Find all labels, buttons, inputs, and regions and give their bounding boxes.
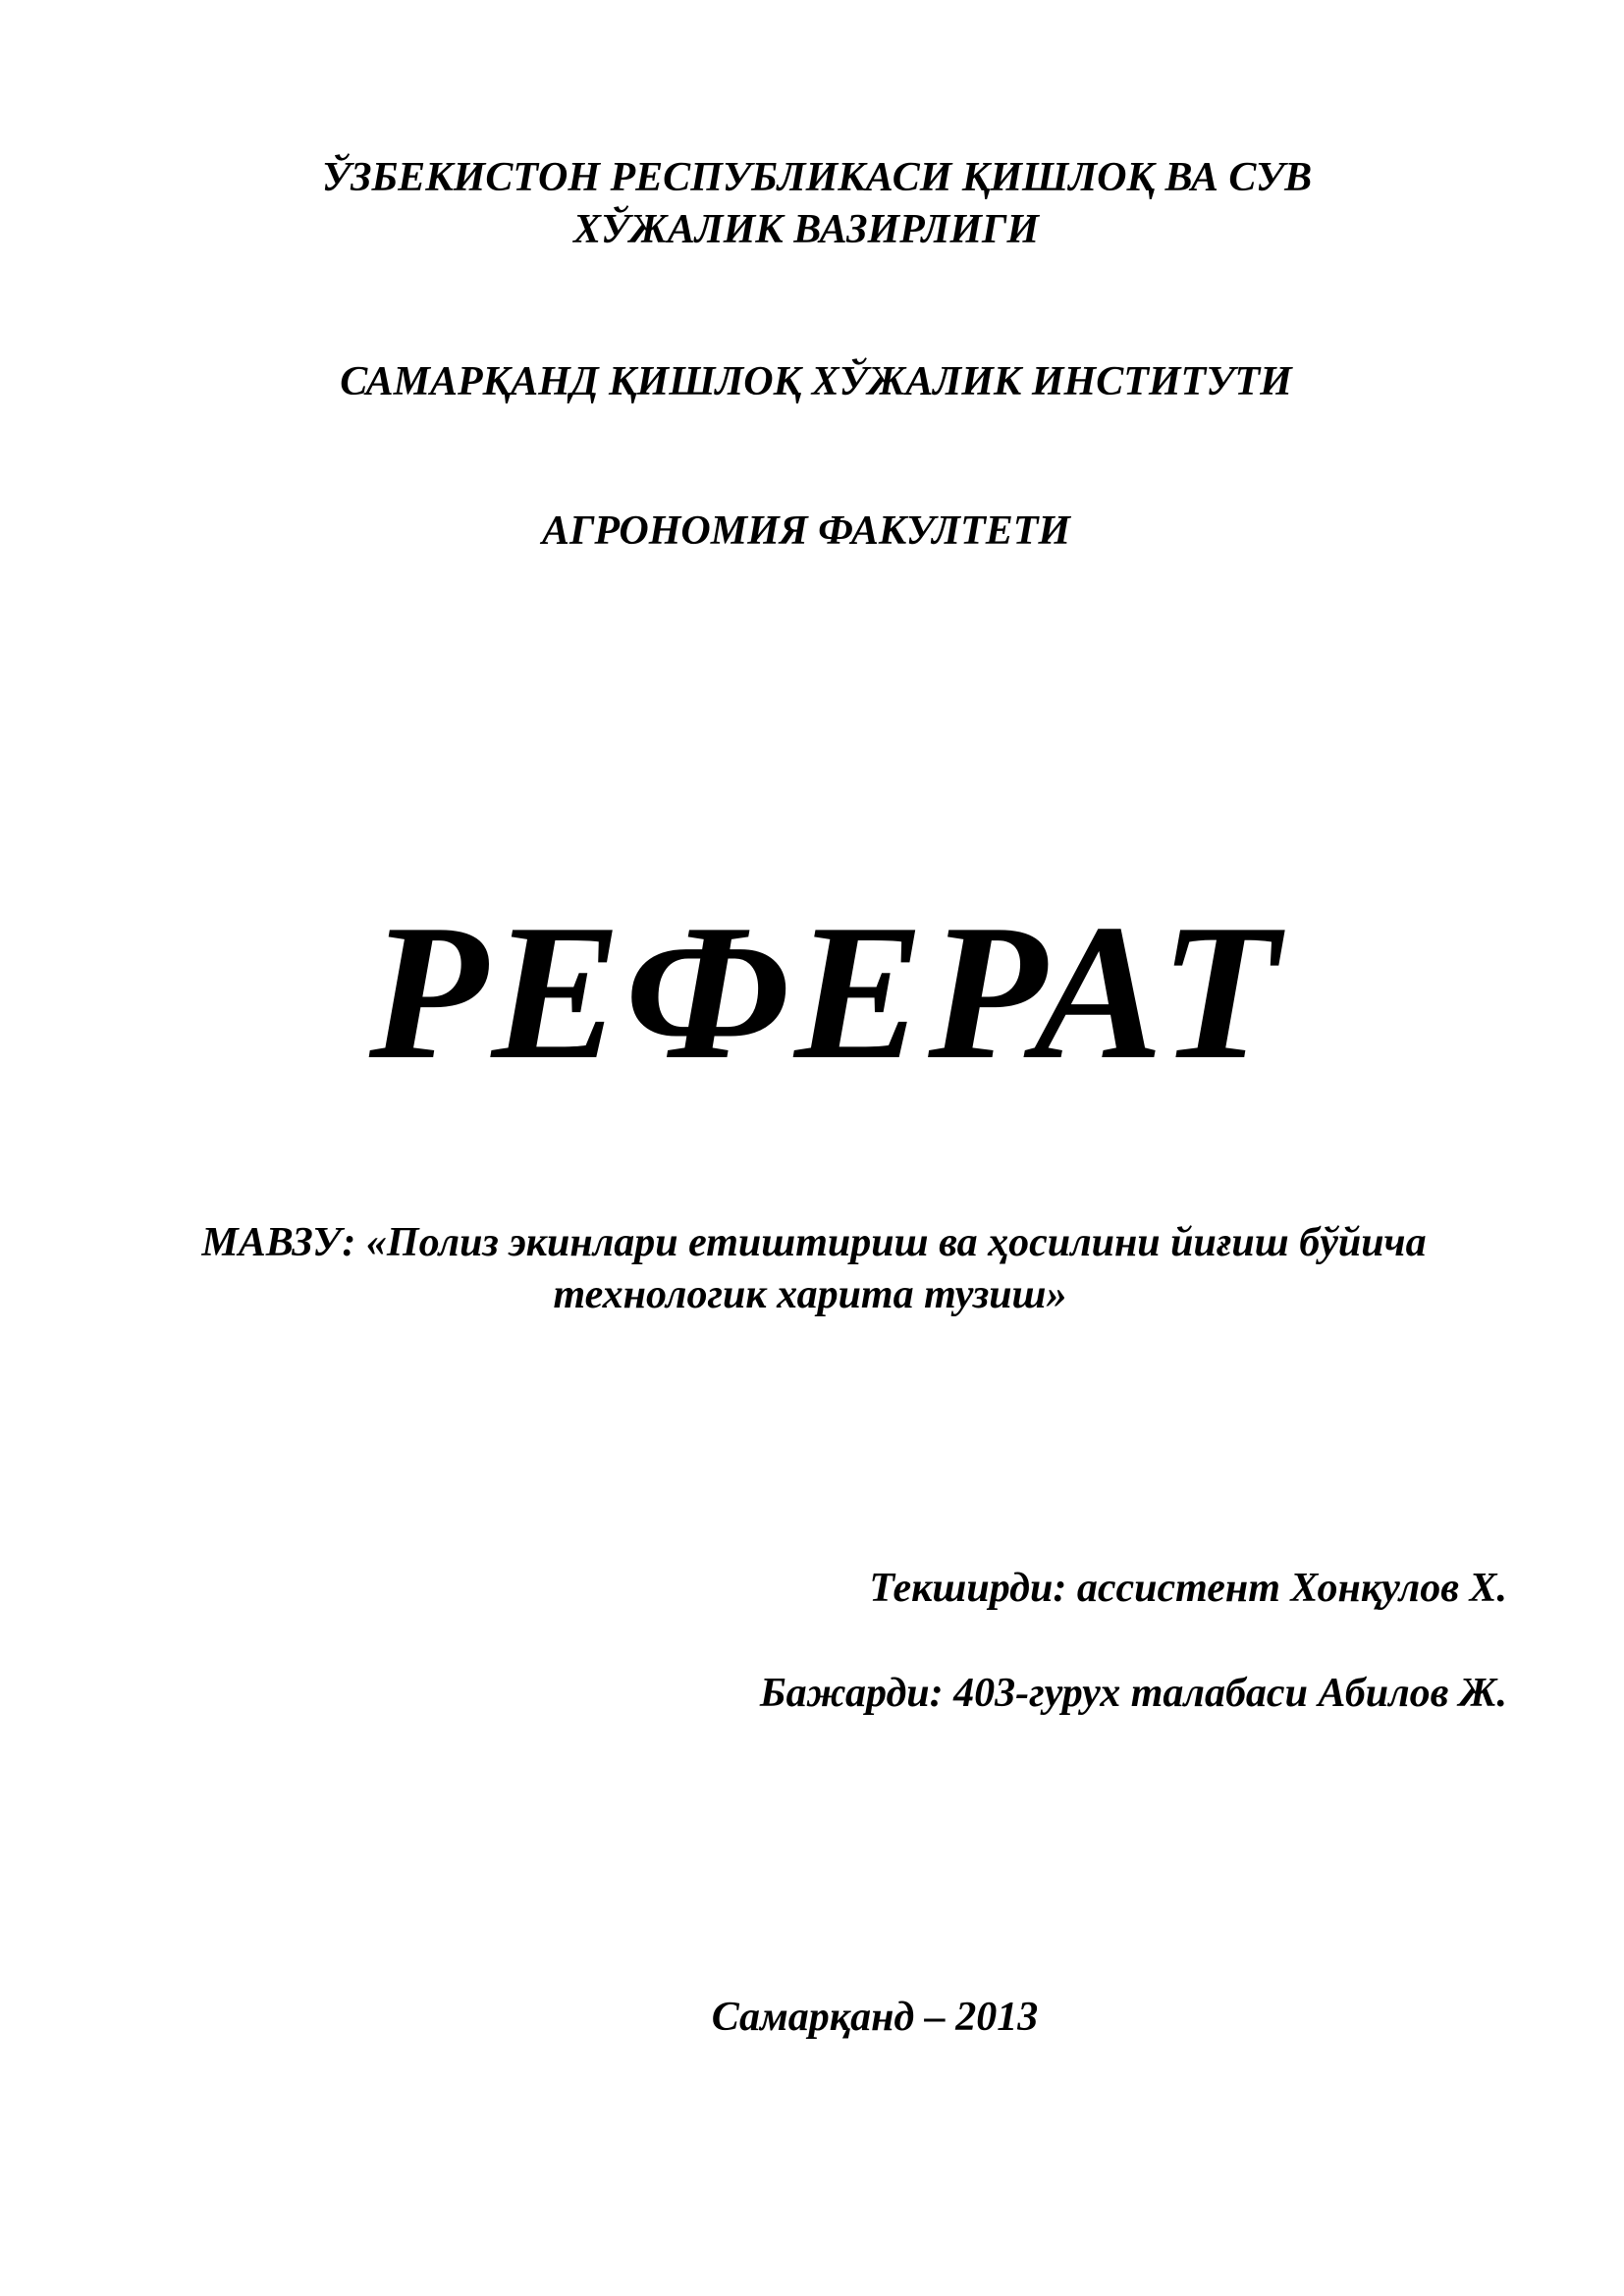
checked-by: Текширди: ассистент Хонқулов Х. (869, 1566, 1507, 1611)
ministry-name-line1: ЎЗБЕКИСТОН РЕСПУБЛИКАСИ ҚИШЛОҚ ВА СУВ (321, 155, 1313, 200)
done-by: Бажарди: 403-гурух талабаси Абилов Ж. (759, 1671, 1507, 1716)
topic-line2: технологик харита тузиш» (553, 1272, 1067, 1317)
faculty-name: АГРОНОМИЯ ФАКУЛТЕТИ (541, 508, 1071, 554)
ministry-name-line2: ХЎЖАЛИК ВАЗИРЛИГИ (572, 207, 1040, 252)
place-and-year: Самарқанд – 2013 (711, 1995, 1039, 2040)
topic-line1: МАВЗУ: «Полиз экинлари етиштириш ва ҳосилини йиғиш бўйича (201, 1220, 1427, 1265)
document-type-title: РЕФЕРАТ (368, 884, 1283, 1099)
institute-name: САМАРҚАНД ҚИШЛОҚ ХЎЖАЛИК ИНСТИТУТИ (340, 359, 1292, 404)
